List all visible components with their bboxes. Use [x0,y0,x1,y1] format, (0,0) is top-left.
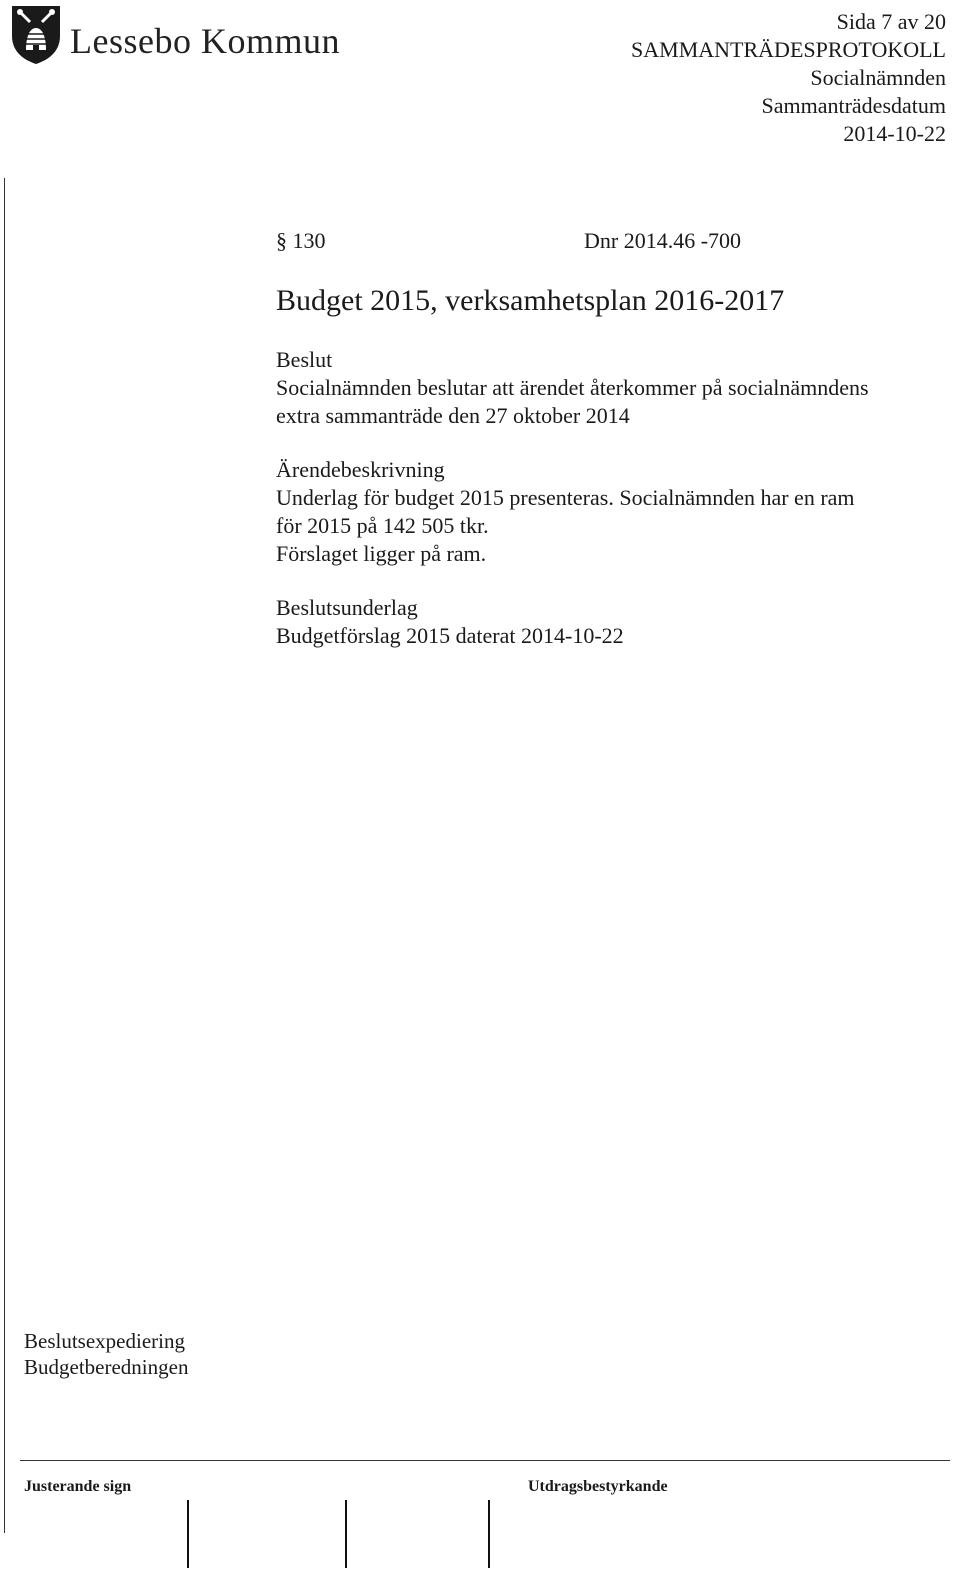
section-number: § 130 [276,228,326,253]
signature-box-divider [187,1500,189,1568]
page-number: Sida 7 av 20 [836,9,946,34]
distribution-section [24,1328,188,1380]
document-header [631,8,946,148]
document-type: SAMMANTRÄDESPROTOKOLL [631,37,946,62]
committee-name: Socialnämnden [810,65,946,90]
margin-rule [4,178,5,1533]
decision-basis-heading: Beslutsunderlag [276,595,418,620]
case-description-line: för 2015 på 142 505 tkr. [276,513,489,538]
diary-number: Dnr 2014.46 -700 [584,228,742,253]
decision-section [276,346,956,430]
distribution-heading: Beslutsexpediering [24,1329,185,1353]
case-description-line: Förslaget ligger på ram. [276,541,487,566]
item-title: Budget 2015, verksamhetsplan 2016-2017 [276,284,785,317]
meeting-date: 2014-10-22 [843,121,946,146]
coat-of-arms-icon [8,2,64,66]
decision-text-line: extra sammanträde den 27 oktober 2014 [276,403,630,428]
case-description-heading: Ärendebeskrivning [276,457,445,482]
case-description-section [276,456,956,568]
signature-box-divider [488,1500,490,1568]
extract-certification-label: Utdragsbestyrkande [528,1478,668,1495]
distribution-recipient: Budgetberedningen [24,1355,189,1379]
municipality-name: Lessebo Kommun [70,21,340,61]
adjuster-signature-label: Justerande sign [24,1478,132,1495]
footer-rule [20,1460,950,1461]
decision-heading: Beslut [276,347,333,372]
decision-basis-line: Budgetförslag 2015 daterat 2014-10-22 [276,623,624,648]
municipality-logo [8,2,340,66]
decision-basis-section [276,594,956,650]
signature-box-divider [345,1500,347,1568]
case-description-line: Underlag för budget 2015 presenteras. Socialnämnden har en ram [276,485,855,510]
decision-text-line: Socialnämnden beslutar att ärendet återkommer på socialnämndens [276,375,869,400]
meeting-date-label: Sammanträdesdatum [761,93,946,118]
